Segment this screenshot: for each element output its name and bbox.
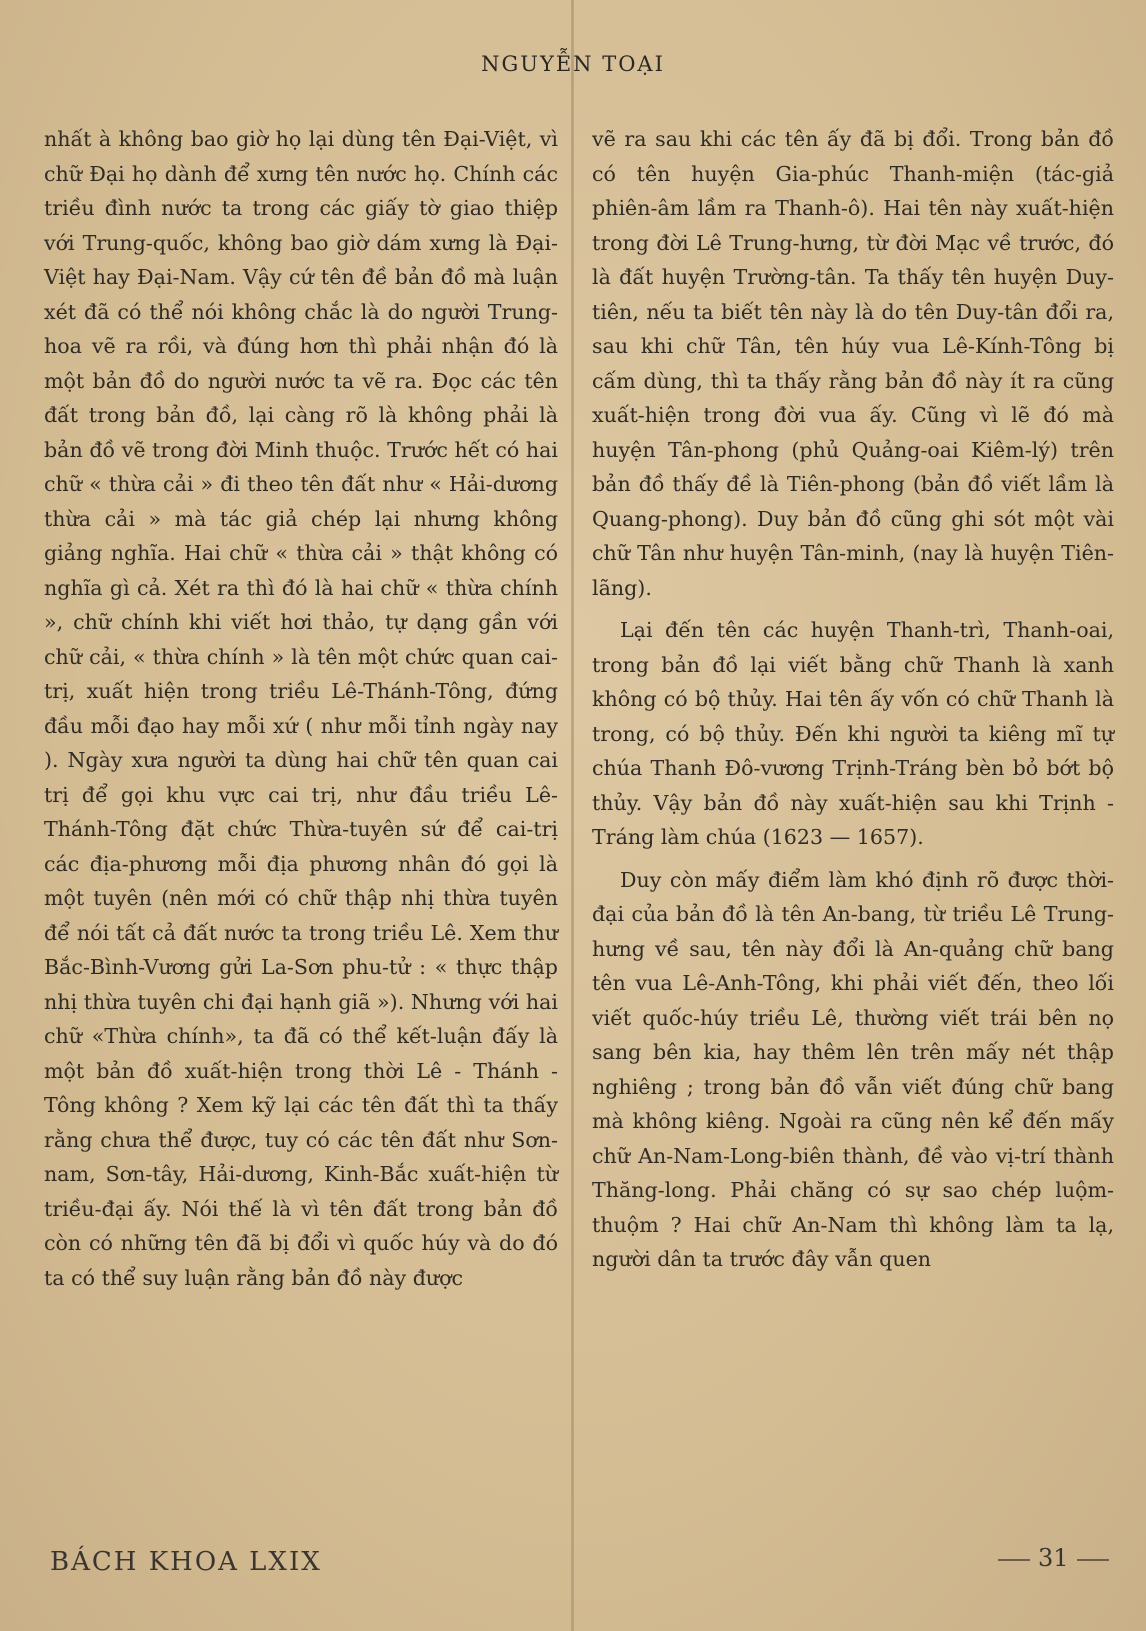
right-column <box>592 122 1114 1277</box>
left-column <box>44 122 558 1295</box>
right-paragraph-1: vẽ ra sau khi các tên ấy đã bị đổi. Trong bản đồ có tên huyện Gia-phúc Thanh-miện (tác-giả phiên-âm lầm ra Thanh-ô). Hai tên này xuất-hiện trong đời Lê Trung-hưng, từ đời Mạc về trước, đó là đất huyện Trường-tân. Ta thấy tên huyện Duy-tiên, nếu ta biết tên này là do tên Duy-tân đổi ra, sau khi chữ Tân, tên húy vua Lê-Kính-Tông bị cấm dùng, thì ta thấy rằng bản đồ này ít ra cũng xuất-hiện trong đời vua ấy. Cũng vì lẽ đó mà huyện Tân-phong (phủ Quảng-oai Kiêm-lý) trên bản đồ thấy đề là Tiên-phong (bản đồ viết lầm là Quang-phong). Duy bản đồ cũng ghi sót một vài chữ Tân như huyện Tân-minh, (nay là huyện Tiên-lãng). <box>592 127 1114 600</box>
footer-publication-name: BÁCH KHOA LXIX <box>50 1547 322 1577</box>
footer-dash-left <box>998 1559 1030 1561</box>
running-header-author: NGUYỄN TOẠI <box>481 52 665 76</box>
footer-page-number-group <box>990 1544 1117 1572</box>
page-fold-line <box>571 0 574 1631</box>
right-paragraph-3: Duy còn mấy điểm làm khó định rõ được thời-đại của bản đồ là tên An-bang, từ triều Lê Trung-hưng về sau, tên này đổi là An-quảng chữ bang tên vua Lê-Anh-Tông, khi phải viết đến, theo lối viết quốc-húy triều Lê, thường viết trái bên nọ sang bên kia, hay thêm lên trên mấy nét thập nghiêng ; trong bản đồ vẫn viết đúng chữ bang mà không kiêng. Ngoài ra cũng nên kể đến mấy chữ An-Nam-Long-biên thành, đề vào vị-trí thành Thăng-long. Phải chăng có sự sao chép luộm-thuộm ? Hai chữ An-Nam thì không làm ta lạ, người dân ta trước đây vẫn quen <box>592 867 1114 1271</box>
footer-dash-right <box>1077 1559 1109 1561</box>
page-number: 31 <box>1038 1544 1069 1572</box>
left-paragraph-1: nhất à không bao giờ họ lại dùng tên Đại-Việt, vì chữ Đại họ dành để xưng tên nước họ. Chính các triều đình nước ta trong các giấy tờ giao thiệp với Trung-quốc, không bao giờ dám xưng là Đại-Việt hay Đại-Nam. Vậy cứ tên đề bản đồ mà luận xét đã có thể nói không chắc là do người Trung-hoa vẽ ra rồi, và đúng hơn thì phải nhận đó là một bản đồ do người nước ta vẽ ra. Đọc các tên đất trong bản đồ, lại càng rõ là không phải là bản đồ vẽ trong đời Minh thuộc. Trước hết có hai chữ « thừa cải » đi theo tên đất như « Hải-dương thừa cải » mà tác giả chép lại nhưng không giảng nghĩa. Hai chữ « thừa cải » thật không có nghĩa gì cả. Xét ra thì đó là hai chữ « thừa chính », chữ chính khi viết hơi thảo, tự dạng gần với chữ cải, « thừa chính » là tên một chức quan cai-trị, xuất hiện trong triều Lê-Thánh-Tông, đứng đầu mỗi đạo hay mỗi xứ ( như mỗi tỉnh ngày nay ). Ngày xưa người ta dùng hai chữ tên quan cai trị để gọi khu vực cai trị, như đầu triều Lê-Thánh-Tông đặt chức Thừa-tuyên sứ để cai-trị các địa-phương mỗi địa phương nhân đó gọi là một tuyên (nên mới có chữ thập nhị thừa tuyên để nói tất cả đất nước ta trong triều Lê. Xem thư Bắc-Bình-Vương gửi La-Sơn phu-tử : « thực thập nhị thừa tuyên chi đại hạnh giã »). Nhưng với hai chữ «Thừa chính», ta đã có thể kết-luận đấy là một bản đồ xuất-hiện trong thời Lê - Thánh - Tông không ? Xem kỹ lại các tên đất thì ta thấy rằng chưa thể được, tuy có các tên đất như Sơn-nam, Sơn-tây, Hải-dương, Kinh-Bắc xuất-hiện từ triều-đại ấy. Nói thế là vì tên đất trong bản đồ còn có những tên đã bị đổi vì quốc húy và do đó ta có thể suy luận rằng bản đồ này được <box>44 127 558 1290</box>
right-paragraph-2: Lại đến tên các huyện Thanh-trì, Thanh-oai, trong bản đồ lại viết bằng chữ Thanh là xanh không có bộ thủy. Hai tên ấy vốn có chữ Thanh là trong, có bộ thủy. Đến khi người ta kiêng mĩ tự chúa Thanh Đô-vương Trịnh-Tráng bèn bỏ bớt bộ thủy. Vậy bản đồ này xuất-hiện sau khi Trịnh - Tráng làm chúa (1623 — 1657). <box>592 618 1114 849</box>
